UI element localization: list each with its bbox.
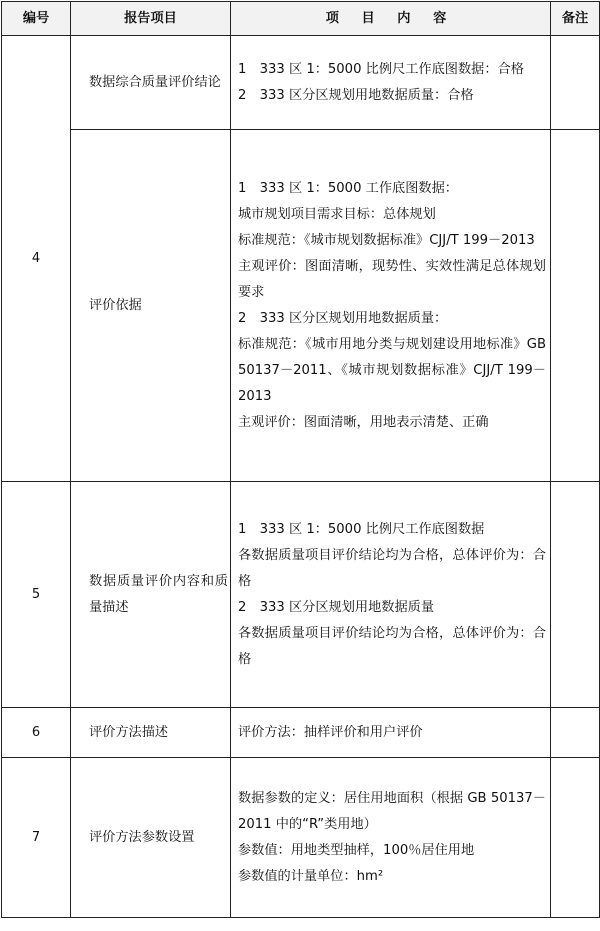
note-cell bbox=[551, 708, 600, 758]
item-content bbox=[231, 758, 551, 918]
content-line: 标准规范：《城市规划数据标准》CJJ/T 199－2013 bbox=[238, 232, 535, 248]
report-item: 数据质量评价内容和质量描述 bbox=[71, 482, 231, 708]
table-row bbox=[2, 36, 600, 130]
note-cell bbox=[551, 482, 600, 708]
content-line: 2 333 区分区规划用地数据质量：合格 bbox=[238, 87, 474, 103]
content-line: 城市规划项目需求目标：总体规划 bbox=[238, 206, 436, 222]
row-number: 5 bbox=[2, 482, 71, 708]
header-content: 项 目 内 容 bbox=[231, 2, 551, 36]
content-line: 1 333 区 1：5000 比例尺工作底图数据 bbox=[238, 521, 485, 537]
content-line: 主观评价：图面清晰，用地表示清楚、正确 bbox=[238, 414, 489, 430]
note-cell bbox=[551, 36, 600, 130]
item-content bbox=[231, 708, 551, 758]
report-item: 评价依据 bbox=[71, 130, 231, 482]
header-item: 报告项目 bbox=[71, 2, 231, 36]
note-cell bbox=[551, 758, 600, 918]
content-line: 标准规范：《城市用地分类与规划建设用地标准》GB 50137－2011、《城市规划数据标准》CJJ/T 199－2013 bbox=[238, 336, 546, 404]
table-row bbox=[2, 130, 600, 482]
content-line: 各数据质量项目评价结论均为合格，总体评价为：合格 bbox=[238, 625, 546, 667]
header-num: 编号 bbox=[2, 2, 71, 36]
content-line: 参数值：用地类型抽样，100％居住用地 bbox=[238, 842, 475, 858]
note-cell bbox=[551, 130, 600, 482]
content-line: 1 333 区 1：5000 工作底图数据： bbox=[238, 180, 458, 196]
row-number: 4 bbox=[2, 36, 71, 482]
content-line: 参数值的计量单位：hm² bbox=[238, 868, 384, 884]
content-line: 主观评价：图面清晰，现势性、实效性满足总体规划要求 bbox=[238, 258, 546, 300]
row-number: 6 bbox=[2, 708, 71, 758]
content-line: 数据参数的定义：居住用地面积（根据 GB 50137－2011 中的“R”类用地） bbox=[238, 790, 546, 832]
content-line: 各数据质量项目评价结论均为合格，总体评价为：合格 bbox=[238, 547, 546, 589]
row-number: 7 bbox=[2, 758, 71, 918]
content-line: 2 333 区分区规划用地数据质量： bbox=[238, 310, 448, 326]
table-row bbox=[2, 482, 600, 708]
content-line: 2 333 区分区规划用地数据质量 bbox=[238, 599, 435, 615]
quality-report-table bbox=[1, 1, 600, 918]
report-item: 数据综合质量评价结论 bbox=[71, 36, 231, 130]
report-item: 评价方法描述 bbox=[71, 708, 231, 758]
item-content bbox=[231, 36, 551, 130]
item-content bbox=[231, 482, 551, 708]
table-row bbox=[2, 708, 600, 758]
table-row bbox=[2, 758, 600, 918]
item-content bbox=[231, 130, 551, 482]
content-line: 1 333 区 1：5000 比例尺工作底图数据：合格 bbox=[238, 61, 524, 77]
report-item: 评价方法参数设置 bbox=[71, 758, 231, 918]
content-line: 评价方法：抽样评价和用户评价 bbox=[238, 724, 423, 740]
header-row bbox=[2, 2, 600, 36]
header-note: 备注 bbox=[551, 2, 600, 36]
